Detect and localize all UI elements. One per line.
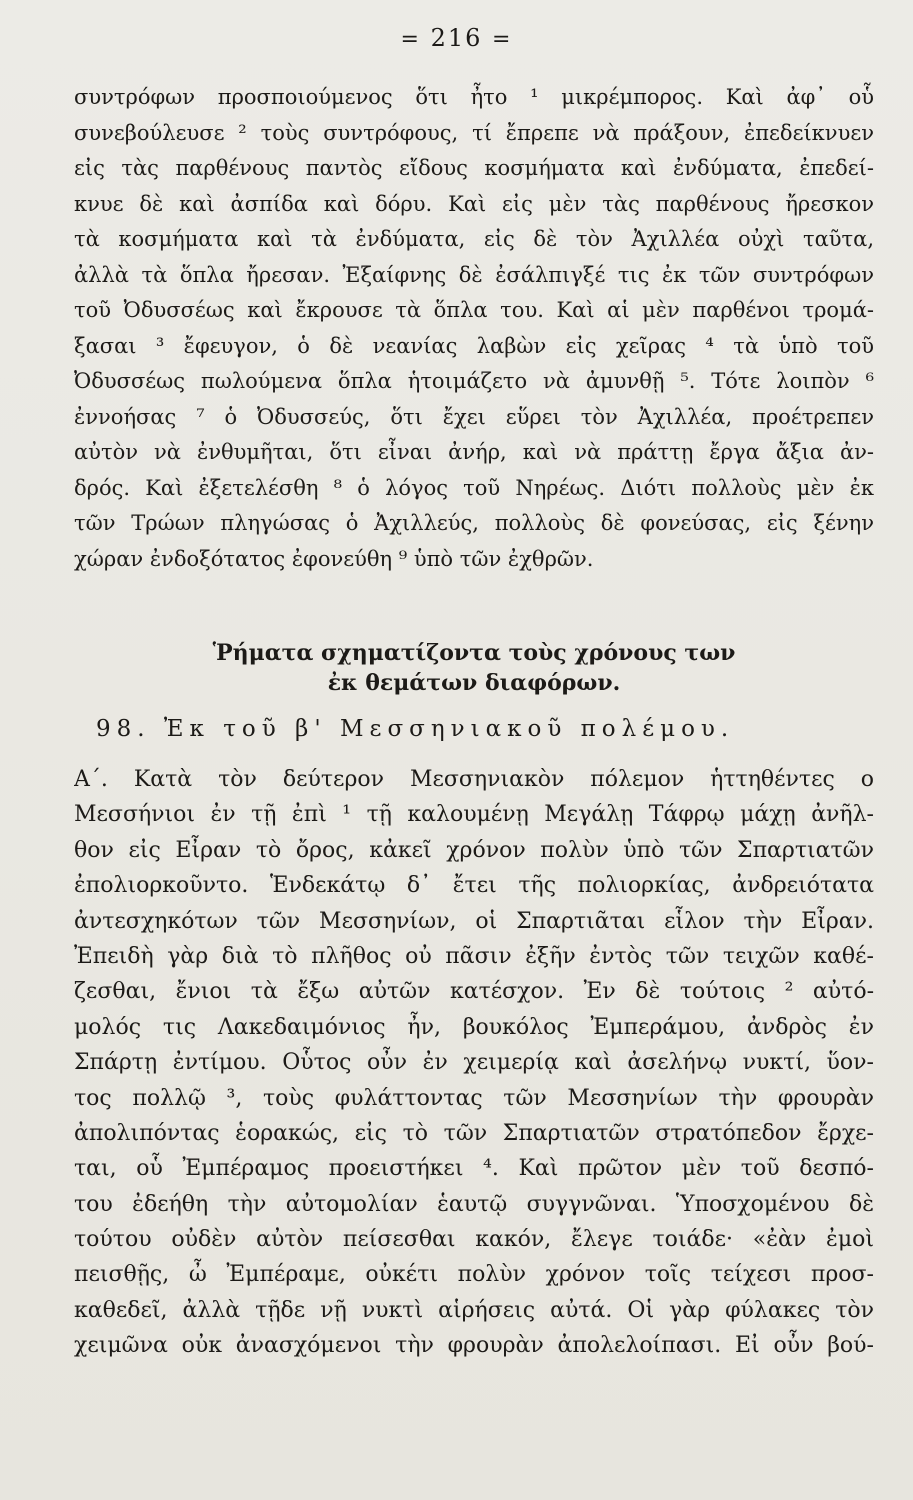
text-line: αὐτὸν νὰ ἐνθυμῆται, ὅτι εἶναι ἀνήρ, καὶ νὰ πράττῃ ἔργα ἄξια ἀν- [74,440,874,464]
text-line: τοῦ Ὀδυσσέως καὶ ἔκρουσε τὰ ὅπλα του. Καὶ αἱ μὲν παρθένοι τρομά- [74,298,874,322]
text-line: Α΄. Κατὰ τὸν δεύτερον Μεσσηνιακὸν πόλεμον ἡττηθέντες ο [74,767,874,792]
text-line: καθεδεῖ, ἀλλὰ τῇδε νῇ νυκτὶ αἱρήσεις αὐτά. Οἱ γὰρ φύλακες τὸν [74,1297,874,1323]
text-line: τούτου οὐδὲν αὐτὸν πείσεσθαι κακόν, ἔλεγε τοιάδε· «ἐὰν ἐμοὶ [74,1227,874,1253]
text-line: ἀπολιπόντας ἑορακώς, εἰς τὸ τῶν Σπαρτιατῶν στρατόπεδον ἔρχε- [74,1120,874,1146]
text-line: Σπάρτῃ ἐντίμου. Οὗτος οὖν ἐν χειμερίᾳ καὶ ἀσελήνῳ νυκτί, ὕον- [74,1050,874,1076]
paragraph-messenian-war [74,762,874,1364]
exercise-title: 98. Ἐκ τοῦ β' Μεσσηνιακοῦ πολέμου. [96,716,735,742]
text-line: τῶν Τρώων πληγώσας ὁ Ἀχιλλεύς, πολλοὺς δὲ φονεύσας, εἰς ξένην [74,511,874,535]
page-number-deco-right: = [492,27,513,52]
page-number-deco-left: = [400,27,421,52]
text-line: ἀντεσχηκότων τῶν Μεσσηνίων, οἱ Σπαρτιᾶται εἷλον τὴν Εἶραν. [74,908,874,934]
text-line: ξασαι ³ ἔφευγον, ὁ δὲ νεανίας λαβὼν εἰς χεῖρας ⁴ τὰ ὑπὸ τοῦ [74,333,874,358]
text-line: κνυε δὲ καὶ ἀσπίδα καὶ δόρυ. Καὶ εἰς μὲν τὰς παρθένους ἤρεσκον [74,191,874,216]
text-line: Ἐπειδὴ γὰρ διὰ τὸ πλῆθος οὐ πᾶσιν ἐξῆν ἐντὸς τῶν τειχῶν καθέ- [74,943,874,969]
text-line: Ὀδυσσέως πωλούμενα ὅπλα ἡτοιμάζετο νὰ ἀμυνθῇ ⁵. Τότε λοιπὸν ⁶ [74,369,874,393]
paragraph-achilles [74,80,874,577]
text-line: τος πολλῷ ³, τοὺς φυλάττοντας τῶν Μεσσηνίων τὴν φρουρὰν [74,1085,874,1111]
text-line: ται, οὗ Ἐμπέραμος προειστήκει ⁴. Καὶ πρῶτον μὲν τοῦ δεσπό- [74,1156,874,1182]
section-heading-line2: ἐκ θεμάτων διαφόρων. [327,670,621,696]
text-line: χώραν ἐνδοξότατος ἐφονεύθη ⁹ ὑπὸ τῶν ἐχθρῶν. [74,546,594,571]
text-line: ζεσθαι, ἔνιοι τὰ ἔξω αὐτῶν κατέσχον. Ἐν δὲ τούτοις ² αὐτό- [74,979,874,1005]
text-line: συνεβούλευσε ² τοὺς συντρόφους, τί ἔπρεπε νὰ πράξουν, ἐπεδείκνυεν [74,120,874,145]
text-line: εἰς τὰς παρθένους παντὸς εἴδους κοσμήματα καὶ ἐνδύματα, ἐπεδεί- [74,156,874,180]
page-number-value: 216 [430,24,483,52]
text-line: ἐννοήσας ⁷ ὁ Ὀδυσσεύς, ὅτι ἔχει εὕρει τὸν Ἀχιλλέα, προέτρεπεν [74,404,874,429]
section-heading-line1: Ῥήματα σχηματίζοντα τοὺς χρόνους των [212,640,736,666]
text-line: μολός τις Λακεδαιμόνιος ἦν, βουκόλος Ἐμπεράμου, ἀνδρὸς ἐν [74,1014,874,1040]
text-line: του ἐδεήθη τὴν αὐτομολίαν ἑαυτῷ συγγνῶναι. Ὑποσχομένου δὲ [74,1191,874,1217]
text-line: ἀλλὰ τὰ ὅπλα ἤρεσαν. Ἐξαίφνης δὲ ἐσάλπιγξέ τις ἐκ τῶν συντρόφων [74,262,874,287]
text-line: ἐπολιορκοῦντο. Ἑνδεκάτῳ δ᾽ ἔτει τῆς πολιορκίας, ἀνδρειότατα [74,873,874,899]
text-line: πεισθῇς, ὦ Ἐμπέραμε, οὐκέτι πολὺν χρόνον τοῖς τείχεσι προσ- [74,1262,874,1288]
page-number [0,24,913,52]
text-line: θον εἰς Εἶραν τὸ ὄρος, κἀκεῖ χρόνον πολὺν ὑπὸ τῶν Σπαρτιατῶν [74,837,874,863]
text-line: συντρόφων προσποιούμενος ὅτι ἦτο ¹ μικρέμπορος. Καὶ ἀφ᾽ οὗ [74,85,874,109]
text-line: τὰ κοσμήματα καὶ τὰ ἐνδύματα, εἰς δὲ τὸν Ἀχιλλέα οὐχὶ ταῦτα, [74,227,874,251]
text-line: Μεσσήνιοι ἐν τῇ ἐπὶ ¹ τῇ καλουμένῃ Μεγάλῃ Τάφρῳ μάχῃ ἀνῆλ- [74,802,874,828]
text-line: χειμῶνα οὐκ ἀνασχόμενοι τὴν φρουρὰν ἀπολελοίπασι. Εἰ οὖν βού- [74,1333,874,1359]
text-line: δρός. Καὶ ἐξετελέσθη ⁸ ὁ λόγος τοῦ Νηρέως. Διότι πολλοὺς μὲν ἐκ [74,475,874,500]
